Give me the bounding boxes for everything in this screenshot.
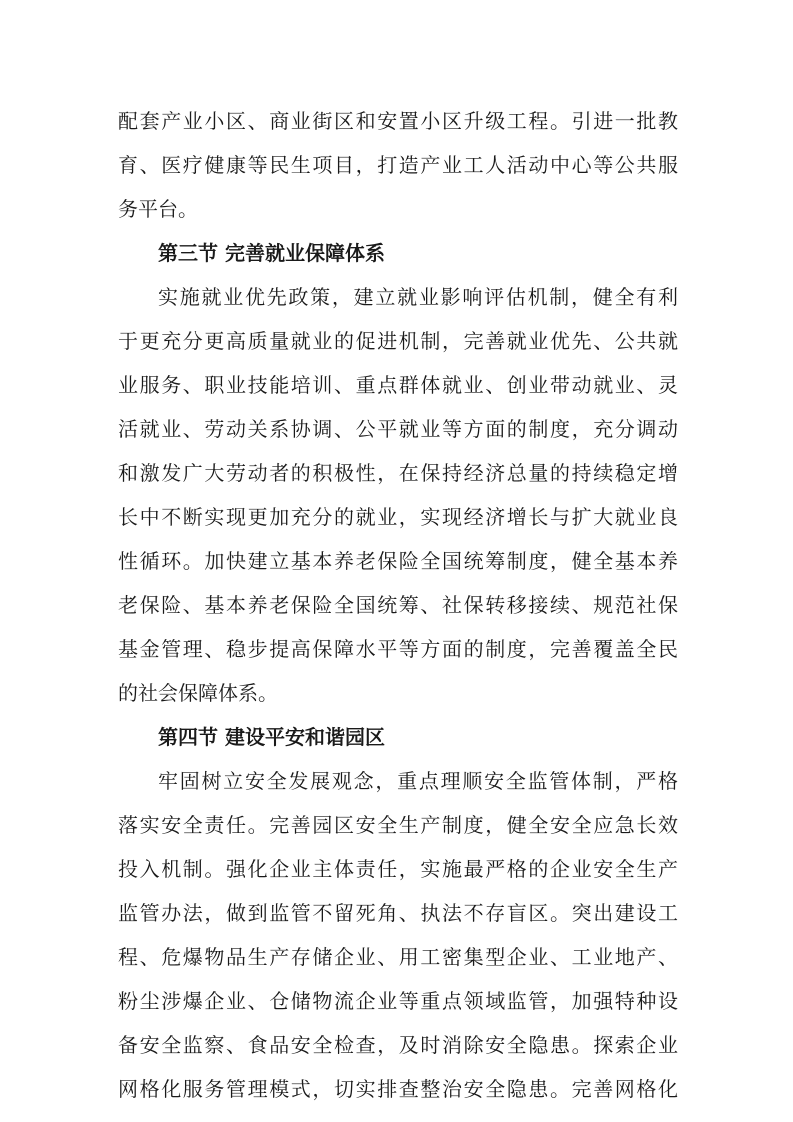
paragraph-1-line-2: 育、医疗健康等民生项目，打造产业工人活动中心等公共服 bbox=[118, 153, 678, 177]
paragraph-2-line-7: 性循环。加快建立基本养老保险全国统筹制度，健全基本养 bbox=[118, 549, 678, 573]
paragraph-3-line-6: 粉尘涉爆企业、仓储物流企业等重点领域监管，加强特种设 bbox=[118, 989, 678, 1013]
paragraph-2-line-10: 的社会保障体系。 bbox=[118, 681, 278, 705]
paragraph-2-line-5: 和激发广大劳动者的积极性，在保持经济总量的持续稳定增 bbox=[118, 461, 678, 485]
paragraph-3-line-2: 落实安全责任。完善园区安全生产制度，健全安全应急长效 bbox=[118, 813, 678, 837]
paragraph-3-line-1: 牢固树立安全发展观念，重点理顺安全监管体制，严格 bbox=[158, 769, 678, 793]
paragraph-3-line-3: 投入机制。强化企业主体责任，实施最严格的企业安全生产 bbox=[118, 857, 678, 881]
paragraph-2-line-6: 长中不断实现更加充分的就业，实现经济增长与扩大就业良 bbox=[118, 505, 678, 529]
paragraph-2-line-4: 活就业、劳动关系协调、公平就业等方面的制度，充分调动 bbox=[118, 417, 678, 441]
paragraph-1-line-1: 配套产业小区、商业街区和安置小区升级工程。引进一批教 bbox=[118, 109, 678, 133]
paragraph-2-line-8: 老保险、基本养老保险全国统筹、社保转移接续、规范社保 bbox=[118, 593, 678, 617]
paragraph-2-line-1: 实施就业优先政策，建立就业影响评估机制，健全有利 bbox=[158, 285, 678, 309]
paragraph-2-line-2: 于更充分更高质量就业的促进机制，完善就业优先、公共就 bbox=[118, 329, 678, 353]
section-3-heading: 第三节 完善就业保障体系 bbox=[158, 241, 385, 265]
paragraph-2-line-9: 基金管理、稳步提高保障水平等方面的制度，完善覆盖全民 bbox=[118, 637, 678, 661]
paragraph-3-line-4: 监管办法，做到监管不留死角、执法不存盲区。突出建设工 bbox=[118, 901, 678, 925]
paragraph-2-line-3: 业服务、职业技能培训、重点群体就业、创业带动就业、灵 bbox=[118, 373, 678, 397]
paragraph-3-line-5: 程、危爆物品生产存储企业、用工密集型企业、工业地产、 bbox=[118, 945, 678, 969]
paragraph-3-line-8: 网格化服务管理模式，切实排查整治安全隐患。完善网格化 bbox=[118, 1077, 678, 1101]
section-4-heading: 第四节 建设平安和谐园区 bbox=[158, 725, 385, 749]
paragraph-1-line-3: 务平台。 bbox=[118, 197, 198, 221]
paragraph-3-line-7: 备安全监察、食品安全检查，及时消除安全隐患。探索企业 bbox=[118, 1033, 678, 1057]
